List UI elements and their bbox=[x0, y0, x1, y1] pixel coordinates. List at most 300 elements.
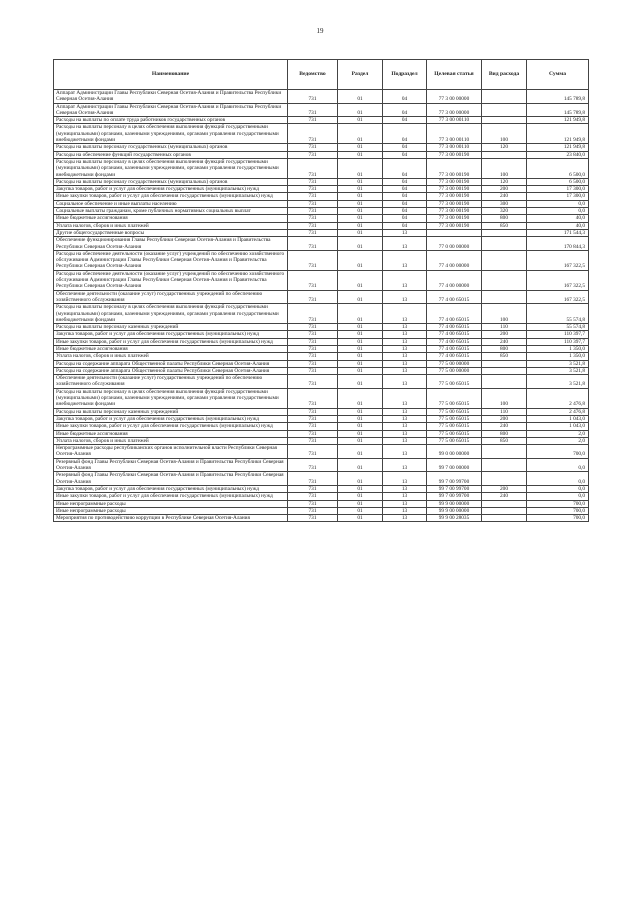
table-row bbox=[54, 367, 589, 374]
table-row bbox=[54, 144, 589, 151]
cell-razdel: 01 bbox=[338, 90, 383, 104]
cell-name: Резервный фонд Главы Республики Северная Осетия-Алания и Правительства Республики Северная Осетия-Алания bbox=[54, 472, 288, 486]
cell-vedomstvo: 731 bbox=[288, 493, 338, 500]
cell-podrazdel: 04 bbox=[383, 90, 427, 104]
cell-podrazdel: 04 bbox=[383, 144, 427, 151]
cell-target-article: 77 5 00 65015 bbox=[427, 388, 482, 408]
cell-vedomstvo: 731 bbox=[288, 158, 338, 178]
cell-razdel: 01 bbox=[338, 423, 383, 430]
cell-razdel: 01 bbox=[338, 270, 383, 290]
cell-sum: 1 350,0 bbox=[527, 353, 589, 360]
cell-expense-type bbox=[482, 375, 527, 389]
cell-target-article: 77 3 00 00190 bbox=[427, 186, 482, 193]
cell-expense-type: 300 bbox=[482, 200, 527, 207]
cell-expense-type: 200 bbox=[482, 415, 527, 422]
table-row bbox=[54, 237, 589, 251]
cell-name: Иные непрограммные расходы bbox=[54, 500, 288, 507]
table-row bbox=[54, 458, 589, 472]
cell-podrazdel: 04 bbox=[383, 151, 427, 158]
cell-target-article: 77 3 00 00110 bbox=[427, 124, 482, 144]
cell-name: Расходы на выплаты персоналу казенных учреждений bbox=[54, 408, 288, 415]
cell-expense-type: 200 bbox=[482, 186, 527, 193]
cell-name: Обеспечение функционирования Главы Республики Северная Осетия-Алания и Правительства Республики Северная Осетия-Алания bbox=[54, 237, 288, 251]
cell-name: Иные бюджетные ассигнования bbox=[54, 345, 288, 352]
cell-target-article bbox=[427, 229, 482, 236]
cell-razdel: 01 bbox=[338, 304, 383, 324]
cell-expense-type: 100 bbox=[482, 158, 527, 178]
cell-razdel: 01 bbox=[338, 445, 383, 459]
table-header-row bbox=[54, 60, 589, 90]
cell-razdel: 01 bbox=[338, 237, 383, 251]
table-row bbox=[54, 124, 589, 144]
cell-razdel: 01 bbox=[338, 360, 383, 367]
cell-sum: 167 322,5 bbox=[527, 270, 589, 290]
cell-vedomstvo: 731 bbox=[288, 117, 338, 124]
cell-vedomstvo: 731 bbox=[288, 338, 338, 345]
cell-name: Аппарат Администрации Главы Республики Северная Осетия-Алания и Правительства Республики Северная Осетия-Алания bbox=[54, 103, 288, 117]
cell-target-article: 99 7 00 99700 bbox=[427, 493, 482, 500]
cell-podrazdel: 04 bbox=[383, 222, 427, 229]
cell-expense-type bbox=[482, 445, 527, 459]
cell-sum: 0,0 bbox=[527, 458, 589, 472]
cell-razdel: 01 bbox=[338, 500, 383, 507]
cell-expense-type: 800 bbox=[482, 215, 527, 222]
cell-target-article: 77 4 00 65015 bbox=[427, 338, 482, 345]
cell-sum: 3 521,8 bbox=[527, 360, 589, 367]
cell-podrazdel: 04 bbox=[383, 215, 427, 222]
cell-target-article: 99 9 00 00000 bbox=[427, 500, 482, 507]
cell-name: Расходы на выплаты персоналу государственных (муниципальных) органов bbox=[54, 178, 288, 185]
cell-razdel: 01 bbox=[338, 472, 383, 486]
cell-name: Уплата налогов, сборов и иных платежей bbox=[54, 353, 288, 360]
cell-podrazdel: 04 bbox=[383, 117, 427, 124]
cell-sum: 700,0 bbox=[527, 507, 589, 514]
cell-expense-type bbox=[482, 90, 527, 104]
cell-razdel: 01 bbox=[338, 388, 383, 408]
table-row bbox=[54, 345, 589, 352]
table-row bbox=[54, 360, 589, 367]
cell-sum: 121 949,8 bbox=[527, 117, 589, 124]
cell-podrazdel: 04 bbox=[383, 124, 427, 144]
cell-sum: 167 322,5 bbox=[527, 290, 589, 304]
cell-vedomstvo: 731 bbox=[288, 331, 338, 338]
cell-expense-type: 120 bbox=[482, 178, 527, 185]
cell-podrazdel: 04 bbox=[383, 103, 427, 117]
table-row bbox=[54, 430, 589, 437]
cell-sum: 2,0 bbox=[527, 430, 589, 437]
table-row bbox=[54, 158, 589, 178]
cell-vedomstvo: 731 bbox=[288, 360, 338, 367]
cell-expense-type bbox=[482, 472, 527, 486]
cell-podrazdel: 04 bbox=[383, 186, 427, 193]
cell-name: Закупка товаров, работ и услуг для обеспечения государственных (муниципальных) нужд bbox=[54, 186, 288, 193]
cell-podrazdel: 04 bbox=[383, 208, 427, 215]
cell-razdel: 01 bbox=[338, 324, 383, 331]
cell-sum: 40,0 bbox=[527, 215, 589, 222]
cell-sum: 170 844,3 bbox=[527, 237, 589, 251]
cell-name: Иные бюджетные ассигнования bbox=[54, 215, 288, 222]
cell-podrazdel: 13 bbox=[383, 375, 427, 389]
cell-razdel: 01 bbox=[338, 200, 383, 207]
cell-sum: 700,0 bbox=[527, 500, 589, 507]
header-vedomstvo: Ведомство bbox=[288, 60, 338, 90]
cell-expense-type: 800 bbox=[482, 345, 527, 352]
cell-expense-type bbox=[482, 270, 527, 290]
cell-expense-type: 320 bbox=[482, 208, 527, 215]
table-row bbox=[54, 324, 589, 331]
cell-razdel: 01 bbox=[338, 345, 383, 352]
cell-vedomstvo: 731 bbox=[288, 237, 338, 251]
cell-razdel: 01 bbox=[338, 331, 383, 338]
cell-sum: 55 574,8 bbox=[527, 324, 589, 331]
cell-razdel: 01 bbox=[338, 158, 383, 178]
cell-sum: 0,0 bbox=[527, 485, 589, 492]
cell-sum: 17 300,0 bbox=[527, 186, 589, 193]
cell-target-article: 77 3 00 00190 bbox=[427, 158, 482, 178]
cell-podrazdel: 04 bbox=[383, 158, 427, 178]
cell-target-article: 77 4 00 00000 bbox=[427, 270, 482, 290]
cell-podrazdel: 13 bbox=[383, 331, 427, 338]
cell-podrazdel: 13 bbox=[383, 338, 427, 345]
cell-target-article: 99 7 00 99700 bbox=[427, 485, 482, 492]
cell-vedomstvo: 731 bbox=[288, 290, 338, 304]
cell-target-article: 77 5 00 65015 bbox=[427, 415, 482, 422]
cell-sum: 6 500,0 bbox=[527, 178, 589, 185]
cell-razdel: 01 bbox=[338, 430, 383, 437]
cell-vedomstvo: 731 bbox=[288, 367, 338, 374]
cell-name: Расходы на выплаты персоналу в целях обеспечения выполнения функций государственными (муниципальными) органами, казенными учреждениями, органами управления государственными внебюджетными фондами bbox=[54, 158, 288, 178]
cell-sum: 55 574,8 bbox=[527, 304, 589, 324]
cell-name: Другие общегосударственные вопросы bbox=[54, 229, 288, 236]
cell-razdel: 01 bbox=[338, 375, 383, 389]
cell-razdel: 01 bbox=[338, 215, 383, 222]
cell-sum: 0,0 bbox=[527, 493, 589, 500]
cell-name: Мероприятия по противодействию коррупции в Республике Северная Осетия-Алания bbox=[54, 515, 288, 522]
cell-expense-type: 850 bbox=[482, 222, 527, 229]
cell-expense-type: 240 bbox=[482, 193, 527, 200]
cell-vedomstvo: 731 bbox=[288, 90, 338, 104]
cell-podrazdel: 13 bbox=[383, 408, 427, 415]
header-expense-type: Вид расхода bbox=[482, 60, 527, 90]
table-row bbox=[54, 151, 589, 158]
cell-vedomstvo: 731 bbox=[288, 144, 338, 151]
cell-podrazdel: 13 bbox=[383, 430, 427, 437]
cell-podrazdel: 13 bbox=[383, 237, 427, 251]
table-row bbox=[54, 515, 589, 522]
cell-name: Закупка товаров, работ и услуг для обеспечения государственных (муниципальных) нужд bbox=[54, 485, 288, 492]
cell-sum: 3 521,8 bbox=[527, 367, 589, 374]
cell-podrazdel: 13 bbox=[383, 493, 427, 500]
cell-target-article: 77 4 00 65015 bbox=[427, 290, 482, 304]
cell-expense-type: 120 bbox=[482, 144, 527, 151]
cell-name: Расходы на выплаты персоналу в целях обеспечения выполнения функций государственными (муниципальными) органами, казенными учреждениями, органами управления государственными внебюджетными фондами bbox=[54, 388, 288, 408]
cell-name: Иные закупки товаров, работ и услуг для обеспечения государственных (муниципальных) нужд bbox=[54, 338, 288, 345]
cell-vedomstvo: 731 bbox=[288, 408, 338, 415]
table-row bbox=[54, 250, 589, 270]
cell-target-article: 77 0 00 00000 bbox=[427, 237, 482, 251]
cell-target-article: 77 3 00 00190 bbox=[427, 151, 482, 158]
cell-expense-type bbox=[482, 103, 527, 117]
cell-razdel: 01 bbox=[338, 408, 383, 415]
cell-vedomstvo: 731 bbox=[288, 250, 338, 270]
cell-razdel: 01 bbox=[338, 103, 383, 117]
cell-target-article: 99 9 00 28035 bbox=[427, 515, 482, 522]
cell-podrazdel: 13 bbox=[383, 270, 427, 290]
cell-target-article: 77 5 00 65015 bbox=[427, 423, 482, 430]
header-target-article: Целевая статья bbox=[427, 60, 482, 90]
cell-vedomstvo: 731 bbox=[288, 437, 338, 444]
cell-vedomstvo: 731 bbox=[288, 103, 338, 117]
cell-expense-type: 240 bbox=[482, 338, 527, 345]
cell-sum: 145 789,8 bbox=[527, 90, 589, 104]
cell-podrazdel: 13 bbox=[383, 345, 427, 352]
cell-sum: 2,0 bbox=[527, 437, 589, 444]
cell-target-article: 77 3 00 00110 bbox=[427, 117, 482, 124]
cell-name: Социальные выплаты гражданам, кроме публичных нормативных социальных выплат bbox=[54, 208, 288, 215]
table-row bbox=[54, 485, 589, 492]
cell-target-article: 77 3 00 00000 bbox=[427, 103, 482, 117]
cell-target-article: 77 4 00 65015 bbox=[427, 353, 482, 360]
cell-expense-type bbox=[482, 500, 527, 507]
cell-sum: 700,0 bbox=[527, 445, 589, 459]
page-number: 19 bbox=[316, 27, 324, 35]
cell-expense-type bbox=[482, 507, 527, 514]
cell-razdel: 01 bbox=[338, 437, 383, 444]
cell-target-article: 77 3 00 00190 bbox=[427, 222, 482, 229]
cell-razdel: 01 bbox=[338, 338, 383, 345]
cell-podrazdel: 13 bbox=[383, 437, 427, 444]
table-row bbox=[54, 193, 589, 200]
cell-sum: 110 397,7 bbox=[527, 338, 589, 345]
cell-name: Уплата налогов, сборов и иных платежей bbox=[54, 222, 288, 229]
cell-vedomstvo: 731 bbox=[288, 415, 338, 422]
header-name: Наименование bbox=[54, 60, 288, 90]
cell-name: Иные закупки товаров, работ и услуг для обеспечения государственных (муниципальных) нужд bbox=[54, 423, 288, 430]
cell-name: Расходы на выплаты персоналу государственных (муниципальных) органов bbox=[54, 144, 288, 151]
cell-sum: 167 322,5 bbox=[527, 250, 589, 270]
cell-target-article: 77 4 00 65015 bbox=[427, 324, 482, 331]
cell-expense-type bbox=[482, 250, 527, 270]
table-row bbox=[54, 117, 589, 124]
table-row bbox=[54, 290, 589, 304]
cell-expense-type: 110 bbox=[482, 324, 527, 331]
cell-razdel: 01 bbox=[338, 208, 383, 215]
cell-target-article: 77 5 00 65015 bbox=[427, 375, 482, 389]
cell-vedomstvo: 731 bbox=[288, 375, 338, 389]
cell-sum: 40,0 bbox=[527, 222, 589, 229]
cell-razdel: 01 bbox=[338, 186, 383, 193]
cell-podrazdel: 13 bbox=[383, 229, 427, 236]
cell-razdel: 01 bbox=[338, 485, 383, 492]
table-body bbox=[54, 90, 589, 522]
cell-razdel: 01 bbox=[338, 151, 383, 158]
cell-sum: 1 043,0 bbox=[527, 415, 589, 422]
cell-vedomstvo: 731 bbox=[288, 345, 338, 352]
cell-podrazdel: 13 bbox=[383, 353, 427, 360]
cell-vedomstvo: 731 bbox=[288, 178, 338, 185]
cell-razdel: 01 bbox=[338, 458, 383, 472]
cell-vedomstvo: 731 bbox=[288, 304, 338, 324]
cell-vedomstvo: 731 bbox=[288, 500, 338, 507]
cell-vedomstvo: 731 bbox=[288, 270, 338, 290]
table-row bbox=[54, 353, 589, 360]
cell-expense-type: 100 bbox=[482, 124, 527, 144]
cell-vedomstvo: 731 bbox=[288, 507, 338, 514]
cell-target-article: 99 9 00 00000 bbox=[427, 507, 482, 514]
table-row bbox=[54, 388, 589, 408]
cell-target-article: 77 5 00 65015 bbox=[427, 430, 482, 437]
budget-table bbox=[53, 59, 589, 522]
cell-podrazdel: 13 bbox=[383, 304, 427, 324]
cell-expense-type bbox=[482, 237, 527, 251]
cell-razdel: 01 bbox=[338, 507, 383, 514]
cell-target-article: 99 7 00 99700 bbox=[427, 472, 482, 486]
table-row bbox=[54, 415, 589, 422]
table-row bbox=[54, 178, 589, 185]
cell-sum: 145 789,8 bbox=[527, 103, 589, 117]
table-row bbox=[54, 229, 589, 236]
cell-target-article: 77 3 00 00190 bbox=[427, 208, 482, 215]
table-row bbox=[54, 500, 589, 507]
cell-expense-type bbox=[482, 151, 527, 158]
cell-sum: 1 350,0 bbox=[527, 345, 589, 352]
cell-name: Расходы на содержание аппарата Общественной палаты Республики Северная Осетия-Алания bbox=[54, 360, 288, 367]
cell-name: Обеспечение деятельности (оказание услуг) государственных учреждений по обеспечению хозяйственного обслуживания bbox=[54, 290, 288, 304]
cell-expense-type: 800 bbox=[482, 430, 527, 437]
cell-vedomstvo: 731 bbox=[288, 353, 338, 360]
cell-sum: 700,0 bbox=[527, 515, 589, 522]
cell-vedomstvo: 731 bbox=[288, 186, 338, 193]
table-row bbox=[54, 208, 589, 215]
table-row bbox=[54, 423, 589, 430]
header-razdel: Раздел bbox=[338, 60, 383, 90]
cell-expense-type bbox=[482, 515, 527, 522]
cell-sum: 6 500,0 bbox=[527, 158, 589, 178]
cell-sum: 17 300,0 bbox=[527, 193, 589, 200]
cell-razdel: 01 bbox=[338, 193, 383, 200]
cell-vedomstvo: 731 bbox=[288, 222, 338, 229]
cell-sum: 2 476,8 bbox=[527, 408, 589, 415]
cell-podrazdel: 13 bbox=[383, 485, 427, 492]
cell-target-article: 77 5 00 00000 bbox=[427, 367, 482, 374]
table-row bbox=[54, 493, 589, 500]
cell-vedomstvo: 731 bbox=[288, 445, 338, 459]
cell-name: Расходы на выплаты по оплате труда работников государственных органов bbox=[54, 117, 288, 124]
cell-sum: 110 397,7 bbox=[527, 331, 589, 338]
cell-vedomstvo: 731 bbox=[288, 324, 338, 331]
cell-podrazdel: 04 bbox=[383, 200, 427, 207]
cell-name: Уплата налогов, сборов и иных платежей bbox=[54, 437, 288, 444]
cell-podrazdel: 04 bbox=[383, 178, 427, 185]
table-row bbox=[54, 331, 589, 338]
cell-sum: 171 544,3 bbox=[527, 229, 589, 236]
cell-sum: 121 949,8 bbox=[527, 144, 589, 151]
cell-expense-type: 240 bbox=[482, 423, 527, 430]
cell-vedomstvo: 731 bbox=[288, 229, 338, 236]
cell-expense-type bbox=[482, 117, 527, 124]
cell-expense-type bbox=[482, 360, 527, 367]
table-row bbox=[54, 103, 589, 117]
cell-vedomstvo: 731 bbox=[288, 485, 338, 492]
cell-expense-type: 850 bbox=[482, 437, 527, 444]
cell-podrazdel: 04 bbox=[383, 193, 427, 200]
cell-expense-type: 200 bbox=[482, 331, 527, 338]
cell-target-article: 77 3 00 00190 bbox=[427, 200, 482, 207]
cell-podrazdel: 13 bbox=[383, 472, 427, 486]
cell-vedomstvo: 731 bbox=[288, 208, 338, 215]
cell-razdel: 01 bbox=[338, 250, 383, 270]
cell-target-article: 77 3 00 00000 bbox=[427, 90, 482, 104]
table-row bbox=[54, 222, 589, 229]
table-row bbox=[54, 507, 589, 514]
cell-expense-type: 850 bbox=[482, 353, 527, 360]
cell-name: Расходы на выплаты персоналу в целях обеспечения выполнения функций государственными (муниципальными) органами, казенными учреждениями, органами управления государственными внебюджетными фондами bbox=[54, 304, 288, 324]
cell-name: Расходы на выплаты персоналу в целях обеспечения выполнения функций государственными (муниципальными) органами, казенными учреждениями, органами управления государственными внебюджетными фондами bbox=[54, 124, 288, 144]
cell-vedomstvo: 731 bbox=[288, 124, 338, 144]
cell-expense-type: 100 bbox=[482, 388, 527, 408]
cell-vedomstvo: 731 bbox=[288, 515, 338, 522]
cell-podrazdel: 13 bbox=[383, 360, 427, 367]
cell-expense-type: 240 bbox=[482, 493, 527, 500]
cell-razdel: 01 bbox=[338, 229, 383, 236]
cell-name: Резервный фонд Главы Республики Северная Осетия-Алания и Правительства Республики Северная Осетия-Алания bbox=[54, 458, 288, 472]
cell-razdel: 01 bbox=[338, 290, 383, 304]
cell-razdel: 01 bbox=[338, 415, 383, 422]
cell-vedomstvo: 731 bbox=[288, 430, 338, 437]
cell-name: Расходы на обеспечение функций государственных органов bbox=[54, 151, 288, 158]
cell-razdel: 01 bbox=[338, 353, 383, 360]
cell-sum: 0,0 bbox=[527, 472, 589, 486]
table-row bbox=[54, 338, 589, 345]
cell-name: Иные закупки товаров, работ и услуг для обеспечения государственных (муниципальных) нужд bbox=[54, 493, 288, 500]
cell-target-article: 99 0 00 00000 bbox=[427, 445, 482, 459]
table-row bbox=[54, 408, 589, 415]
cell-razdel: 01 bbox=[338, 222, 383, 229]
cell-podrazdel: 13 bbox=[383, 423, 427, 430]
cell-razdel: 01 bbox=[338, 144, 383, 151]
cell-name: Закупка товаров, работ и услуг для обеспечения государственных (муниципальных) нужд bbox=[54, 331, 288, 338]
cell-name: Обеспечение деятельности (оказание услуг) государственных учреждений по обеспечению хозяйственного обслуживания bbox=[54, 375, 288, 389]
cell-target-article: 77 4 00 65015 bbox=[427, 331, 482, 338]
cell-name: Иные непрограммные расходы bbox=[54, 507, 288, 514]
cell-vedomstvo: 731 bbox=[288, 388, 338, 408]
table-row bbox=[54, 472, 589, 486]
cell-expense-type bbox=[482, 229, 527, 236]
cell-vedomstvo: 731 bbox=[288, 458, 338, 472]
cell-name: Расходы на выплаты персоналу казенных учреждений bbox=[54, 324, 288, 331]
cell-name: Расходы на обеспечение деятельности (оказание услуг) учреждений по обеспечению хозяйственного обслуживания Администрации Главы Республики Северная Осетия-Алания и Правительства Республики Северная Осетия-Алания bbox=[54, 250, 288, 270]
cell-name: Закупка товаров, работ и услуг для обеспечения государственных (муниципальных) нужд bbox=[54, 415, 288, 422]
cell-name: Расходы на содержание аппарата Общественной палаты Республики Северная Осетия-Алания bbox=[54, 367, 288, 374]
cell-target-article: 77 3 00 00190 bbox=[427, 193, 482, 200]
cell-expense-type bbox=[482, 290, 527, 304]
cell-sum: 23 840,0 bbox=[527, 151, 589, 158]
cell-razdel: 01 bbox=[338, 117, 383, 124]
cell-podrazdel: 13 bbox=[383, 415, 427, 422]
cell-target-article: 77 5 00 00000 bbox=[427, 360, 482, 367]
cell-name: Непрограммные расходы республиканских органов исполнительной власти Республики Северная Осетия-Алания bbox=[54, 445, 288, 459]
table-row bbox=[54, 186, 589, 193]
cell-sum: 3 521,8 bbox=[527, 375, 589, 389]
cell-target-article: 77 4 00 65015 bbox=[427, 304, 482, 324]
cell-razdel: 01 bbox=[338, 367, 383, 374]
table-row bbox=[54, 437, 589, 444]
cell-razdel: 01 bbox=[338, 124, 383, 144]
cell-podrazdel: 13 bbox=[383, 507, 427, 514]
cell-podrazdel: 13 bbox=[383, 250, 427, 270]
table-row bbox=[54, 200, 589, 207]
table-row bbox=[54, 270, 589, 290]
